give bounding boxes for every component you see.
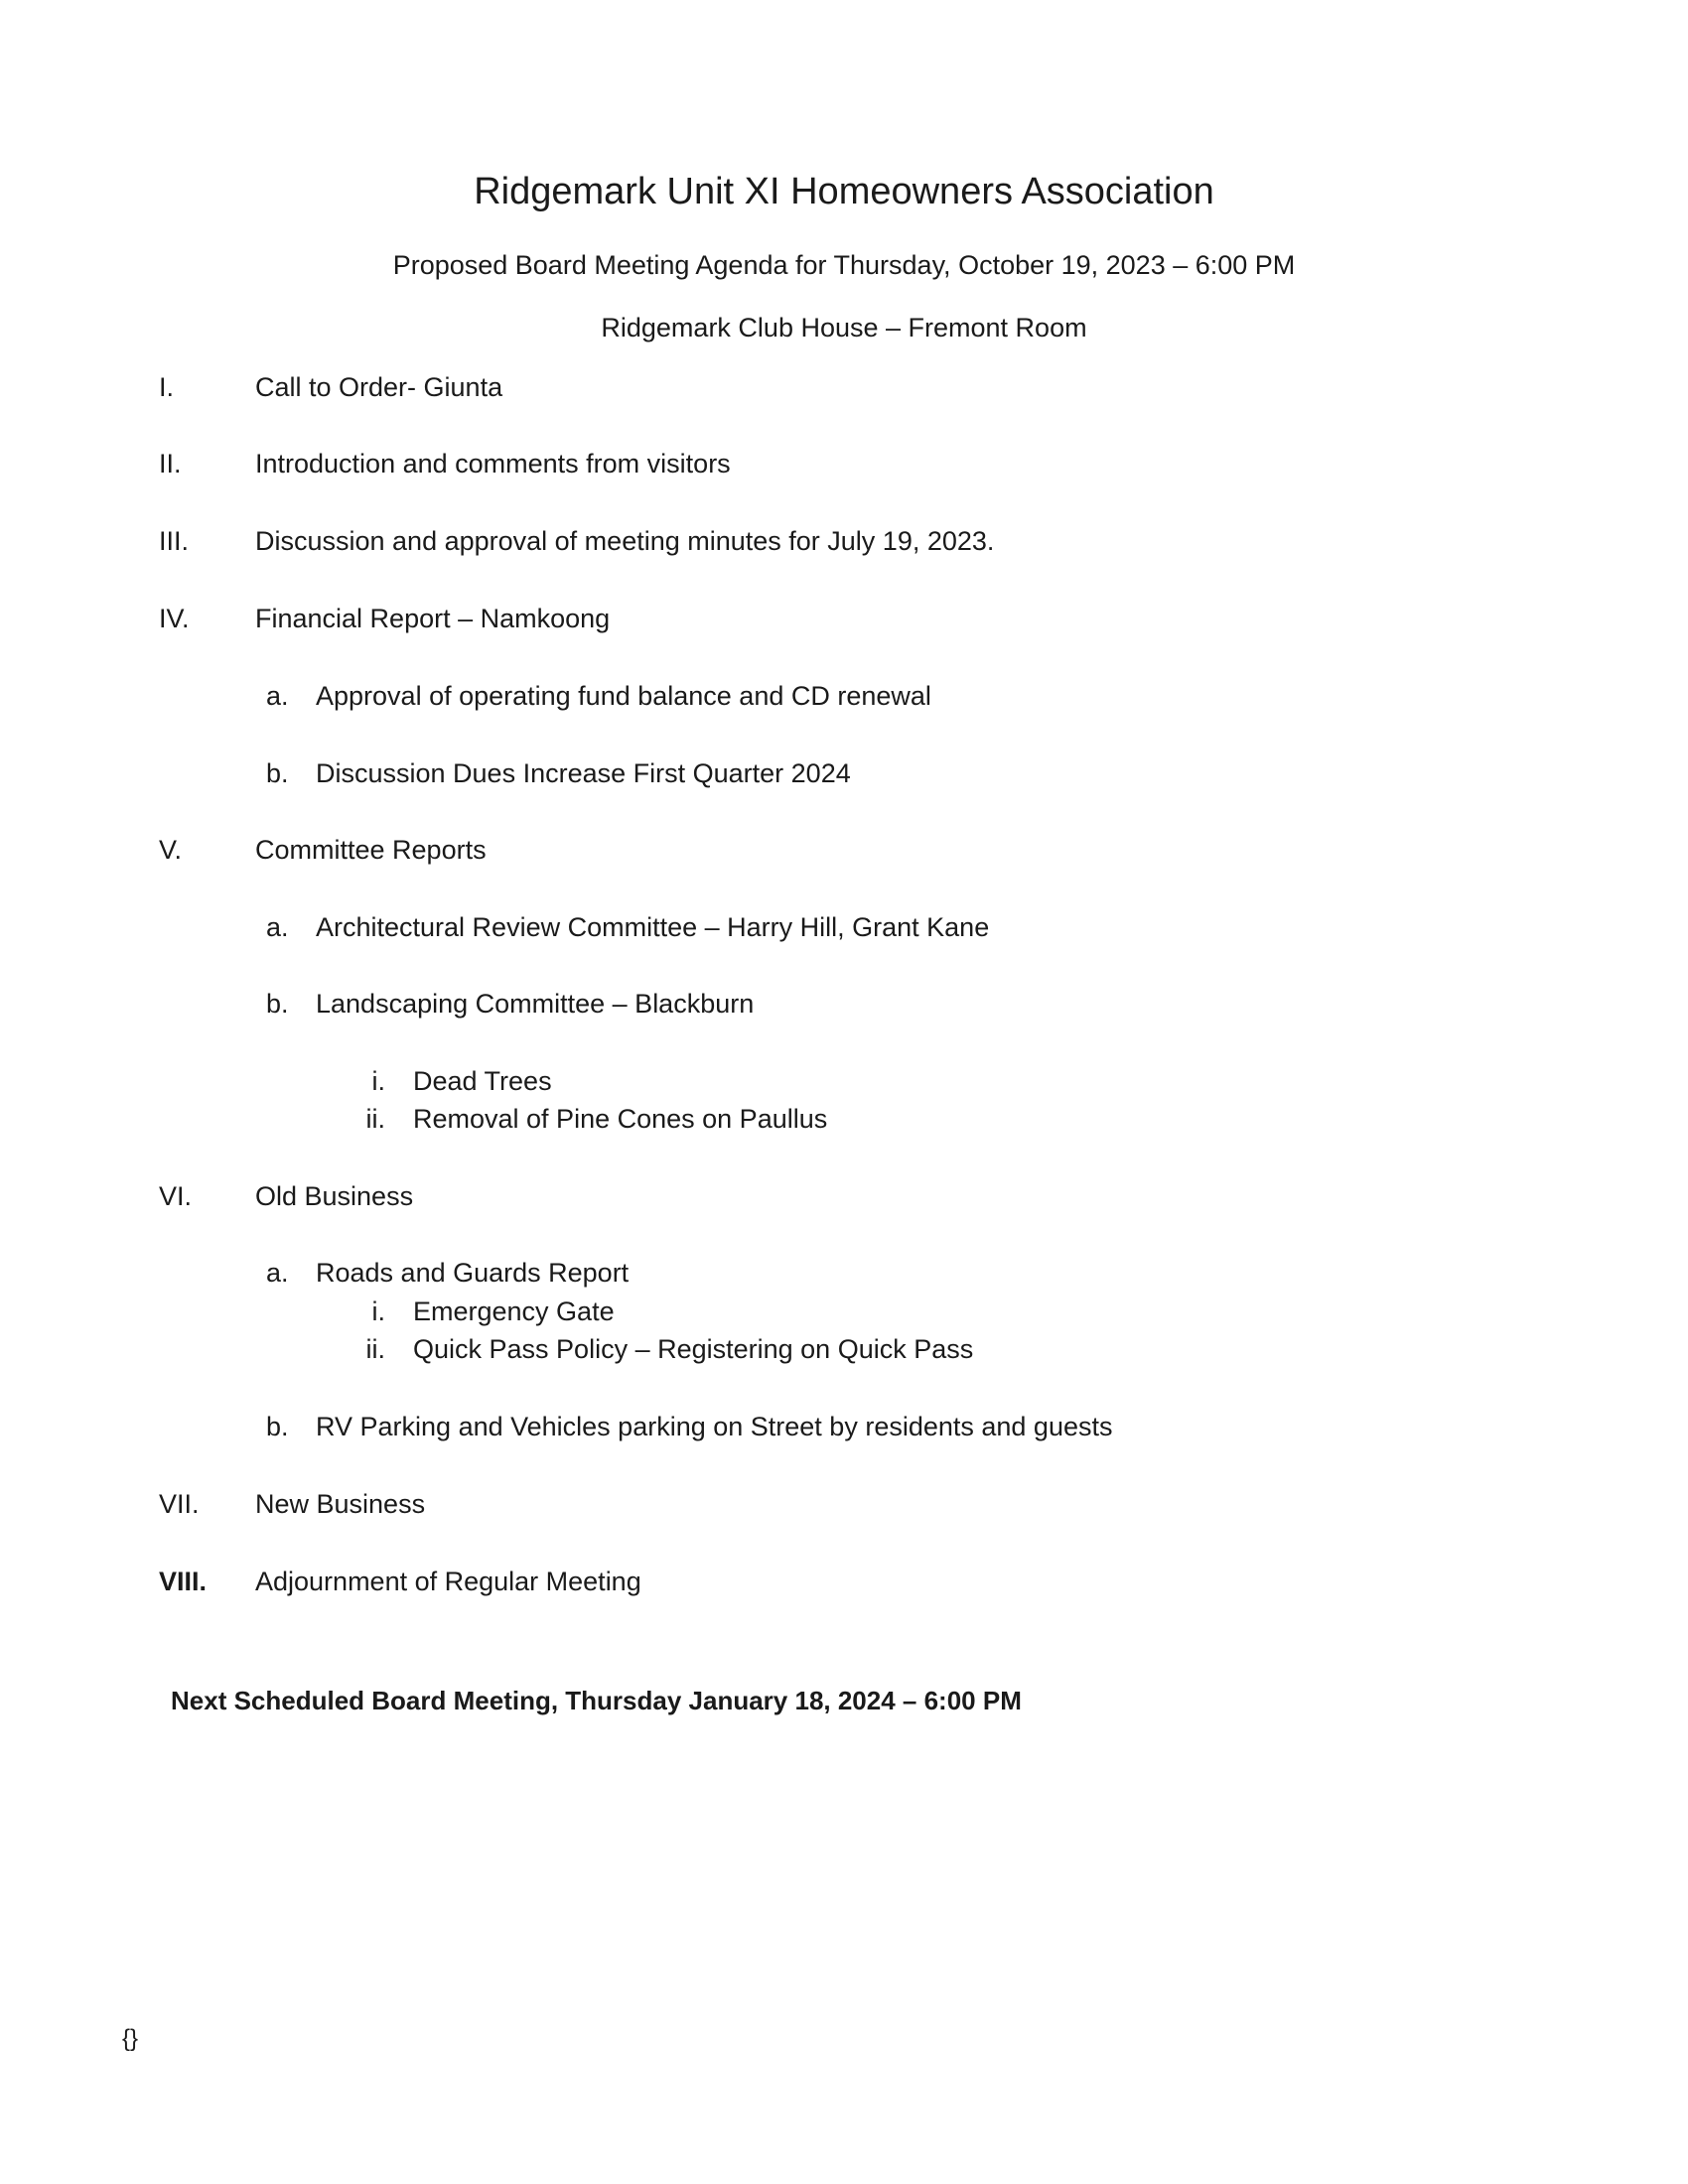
agenda-item-text: New Business — [255, 1489, 426, 1519]
sub-item-text: Roads and Guards Report — [316, 1258, 630, 1288]
agenda-item-text: Call to Order- Giunta — [255, 372, 503, 402]
agenda-item-number: V. — [159, 835, 183, 865]
page-mark: {} — [122, 2025, 139, 2052]
agenda-item-text: Introduction and comments from visitors — [255, 449, 731, 478]
sub-sub-item-text: Emergency Gate — [413, 1297, 615, 1326]
sub-item-letter: b. — [266, 758, 289, 788]
agenda-item-text: Committee Reports — [255, 835, 487, 865]
sub-sub-item-text: Removal of Pine Cones on Paullus — [413, 1104, 828, 1134]
sub-item-letter: b. — [266, 1412, 289, 1441]
agenda-item-number: VII. — [159, 1489, 200, 1519]
agenda-item-number: III. — [159, 526, 190, 556]
meeting-location: Ridgemark Club House – Fremont Room — [601, 313, 1087, 342]
agenda-item-text: Adjournment of Regular Meeting — [255, 1567, 641, 1596]
agenda-item-number: II. — [159, 449, 182, 478]
agenda-item-number: VI. — [159, 1181, 193, 1211]
sub-sub-item-numeral: i. — [371, 1066, 385, 1096]
sub-item-letter: b. — [266, 989, 289, 1019]
agenda-item-text: Discussion and approval of meeting minutes for July 19, 2023. — [255, 526, 995, 556]
agenda-item-text: Financial Report – Namkoong — [255, 604, 611, 633]
sub-item-text: Architectural Review Committee – Harry Hill, Grant Kane — [316, 912, 990, 942]
sub-item-text: Approval of operating fund balance and CD renewal — [316, 681, 931, 711]
sub-item-text: Landscaping Committee – Blackburn — [316, 989, 755, 1019]
sub-sub-item-numeral: ii. — [365, 1334, 385, 1364]
agenda-item-number: IV. — [159, 604, 190, 633]
sub-sub-item-text: Dead Trees — [413, 1066, 552, 1096]
sub-sub-item-text: Quick Pass Policy – Registering on Quick Pass — [413, 1334, 974, 1364]
sub-item-letter: a. — [266, 681, 289, 711]
document-title: Ridgemark Unit XI Homeowners Association — [474, 171, 1214, 212]
sub-item-letter: a. — [266, 1258, 289, 1288]
sub-sub-item-numeral: i. — [371, 1297, 385, 1326]
sub-sub-item-numeral: ii. — [365, 1104, 385, 1134]
sub-item-letter: a. — [266, 912, 289, 942]
sub-item-text: Discussion Dues Increase First Quarter 2024 — [316, 758, 851, 788]
sub-item-text: RV Parking and Vehicles parking on Street by residents and guests — [316, 1412, 1113, 1441]
meeting-subtitle: Proposed Board Meeting Agenda for Thursday, October 19, 2023 – 6:00 PM — [392, 250, 1296, 280]
agenda-item-number: I. — [159, 372, 175, 402]
next-meeting-notice: Next Scheduled Board Meeting, Thursday January 18, 2024 – 6:00 PM — [171, 1686, 1022, 1715]
agenda-item-text: Old Business — [255, 1181, 414, 1211]
agenda-item-number: VIII. — [159, 1567, 208, 1596]
